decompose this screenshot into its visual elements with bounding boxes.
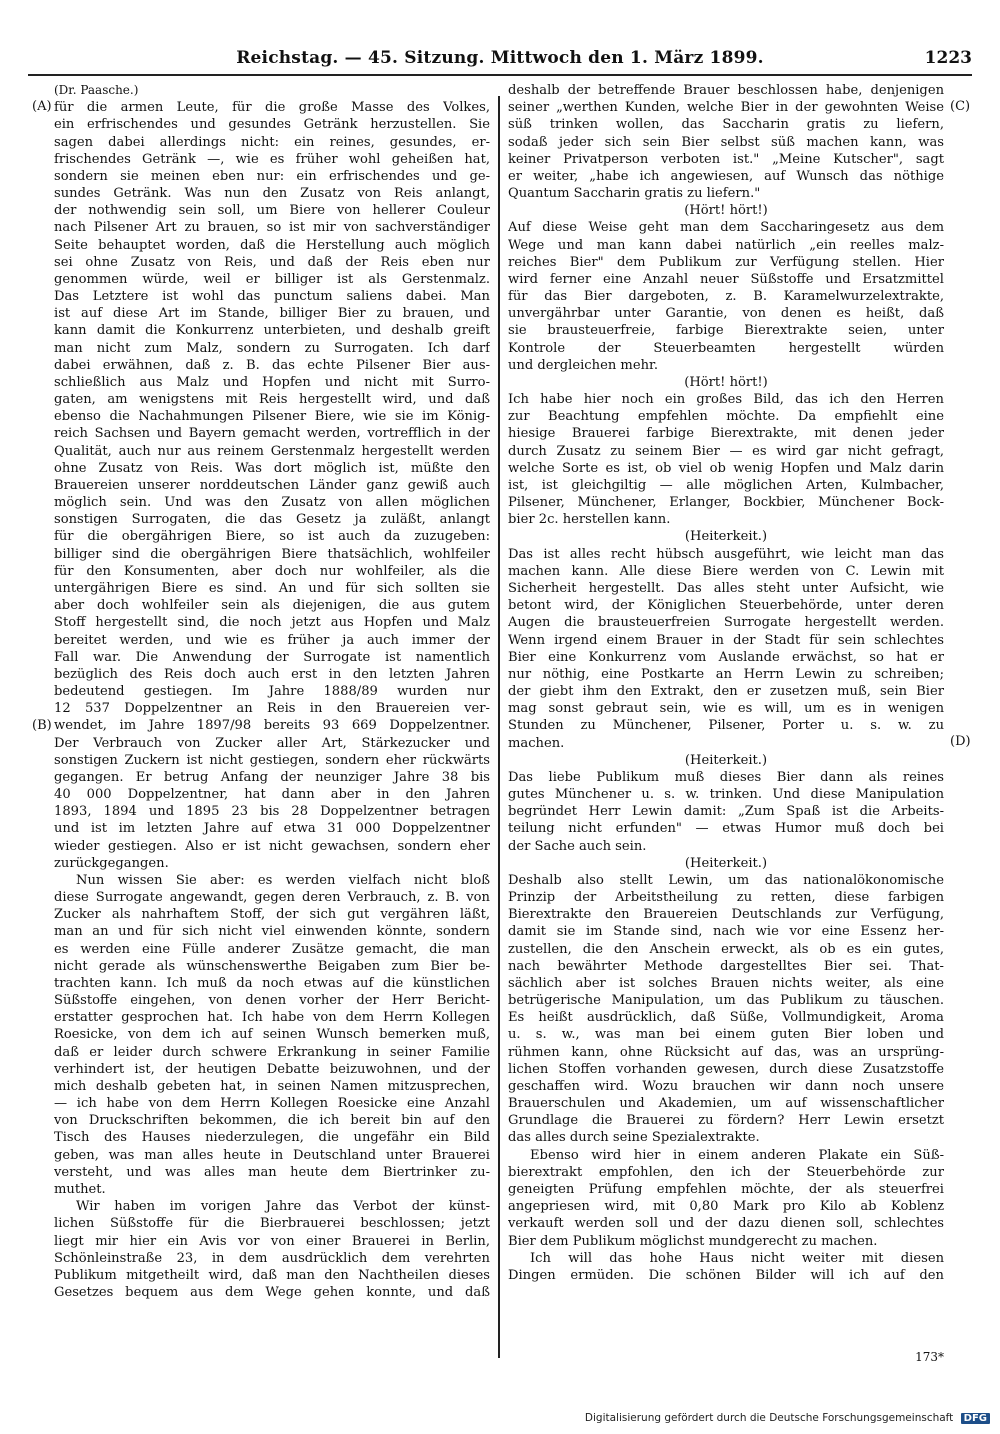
text-line: dabei erwähnen, daß z. B. das echte Pilsener Bier aus-	[54, 357, 490, 373]
text-line: seiner „werthen Kunden, welche Bier in der gewohnten Weise	[508, 100, 944, 116]
text-line: reiches Bier" dem Publikum zur Verfügung stellen. Hier	[508, 254, 944, 270]
text-line: Wir haben im vorigen Jahre das Verbot der künst-	[76, 1199, 490, 1215]
text-line: es werden eine Fülle anderer Zusätze gemacht, die man	[54, 941, 490, 957]
margin-marker-c: (C)	[950, 99, 971, 114]
text-line: 12 537 Doppelzentner an Reis in den Brauereien ver-	[54, 701, 490, 717]
text-line: betrügerische Manipulation, um das Publikum zu täuschen.	[508, 993, 944, 1009]
text-line: 40 000 Doppelzentner, hat dann aber in den Jahren	[54, 787, 490, 803]
text-line: für die obergährigen Biere, so ist auch da zuzugeben:	[54, 529, 490, 545]
text-line: Ebenso wird hier in einem anderen Plakate ein Süß-	[530, 1147, 944, 1163]
page-header	[28, 48, 972, 76]
text-line: von Druckschriften bekommen, die ich bereit bin auf den	[54, 1113, 490, 1129]
text-line: Brauerschulen und Akademien, um auf wissenschaftlicher	[508, 1096, 944, 1112]
text-line: Augen die brausteuerfreien Surrogate hergestellt werden.	[508, 615, 944, 631]
text-line: ist auf diese Art im Stande, billiger Bier zu brauen, und	[54, 306, 490, 322]
text-line: für die armen Leute, für die große Masse des Volkes,	[54, 100, 490, 116]
text-line: verhindert ist, der heutigen Debatte beizuwohnen, und der	[54, 1061, 490, 1077]
text-line: versteht, und was alles man heute dem Biertrinker zu-	[54, 1164, 490, 1180]
left-column	[54, 82, 490, 1372]
text-line: Gesetzes bequem aus dem Wege gehen konnte, und daß	[54, 1285, 490, 1301]
column-divider	[498, 96, 500, 1358]
text-line: Fall war. Die Anwendung der Surrogate ist namentlich	[54, 649, 490, 665]
text-line: für das Bier dargeboten, z. B. Karamelwurzelextrakte,	[508, 289, 944, 305]
dfg-logo: DFG	[961, 1413, 990, 1424]
text-line: teilung nicht erfunden" — etwas Humor muß doch bei	[508, 821, 944, 837]
text-line: sei ohne Zusatz von Reis, und daß der Reis eben nur	[54, 254, 490, 270]
text-line: verkauft werden soll und der dazu dienen soll, schlechtes	[508, 1216, 944, 1232]
text-line: Das liebe Publikum muß dieses Bier dann als reines	[508, 769, 944, 785]
text-line: Der Verbrauch von Zucker aller Art, Stärkezucker und	[54, 735, 490, 751]
text-line: mag sonst gebraut sein, wie es will, um es in wenigen	[508, 701, 944, 717]
text-line: ist, ist gleichgiltig — alle möglichen Arten, Kulmbacher,	[508, 477, 944, 493]
text-line: machen kann. Alle diese Biere werden von C. Lewin mit	[508, 563, 944, 579]
text-line: Prinzip der Arbeitstheilung zu retten, diese farbigen	[508, 890, 944, 906]
text-line: sonstigen Surrogaten, die das Gesetz ja zuläßt, anlangt	[54, 512, 490, 528]
text-line: sonstigen Zuckern ist nicht gestiegen, sondern eher rückwärts	[54, 752, 490, 768]
text-line: angepriesen wird, mit 0,80 Mark pro Kilo ab Koblenz	[508, 1199, 944, 1215]
text-line: süß trinken wollen, das Saccharin gratis zu liefern,	[508, 117, 944, 133]
text-line: reich Sachsen und Bayern gemacht werden, vortrefflich in der	[54, 426, 490, 442]
text-line: billiger sind die obergährigen Biere thatsächlich, wohlfeiler	[54, 546, 490, 562]
text-line: Es heißt ausdrücklich, daß Süße, Vollmundigkeit, Aroma	[508, 1010, 944, 1026]
text-line: er weiter, „habe ich angewiesen, auf Wunsch das nöthige	[508, 168, 944, 184]
text-line: Wenn irgend einem Brauer in der Stadt für sein schlechtes	[508, 632, 944, 648]
text-line: nach Pilsener Art zu brauen, so ist mir von sachverständiger	[54, 220, 490, 236]
text-line: gutes Münchener u. s. w. trinken. Und diese Manipulation	[508, 787, 944, 803]
text-line: ein erfrischendes und gesundes Getränk herzustellen. Sie	[54, 117, 490, 133]
text-line: wendet, im Jahre 1897/98 bereits 93 669 Doppelzentner.	[54, 718, 490, 734]
text-line: sächlich aber ist solches Brauen nichts weiter, als eine	[508, 975, 944, 991]
margin-marker-d: (D)	[950, 734, 971, 749]
text-line: zurückgegangen.	[54, 855, 169, 871]
text-line: bedeutend gestiegen. Im Jahre 1888/89 wurden nur	[54, 684, 490, 700]
header-title: Reichstag. — 45. Sitzung. Mittwoch den 1. März 1899.	[236, 48, 764, 68]
text-line: Deshalb also stellt Lewin, um das nationalökonomische	[508, 872, 944, 888]
text-line: Roesicke, von dem ich auf seinen Wunsch bemerken muß,	[54, 1027, 490, 1043]
text-line: man nicht zum Malz, sondern zu Surrogaten. Ich darf	[54, 340, 490, 356]
text-line: mich deshalb gebeten hat, in seinen Namen mitzusprechen,	[54, 1078, 490, 1094]
margin-marker-a: (A)	[32, 99, 52, 114]
text-line: bezüglich des Reis doch auch erst in den letzten Jahren	[54, 666, 490, 682]
text-line: das alles durch seine Spezialextrakte.	[508, 1130, 760, 1146]
text-line: Wege und man kann dabei natürlich „ein reelles malz-	[508, 237, 944, 253]
text-line: hiesige Brauerei farbige Bierextrakte, mit denen jeder	[508, 426, 944, 442]
text-line: 1893, 1894 und 1895 23 bis 28 Doppelzentner betragen	[54, 804, 490, 820]
text-line: der nothwendig sein soll, um Biere von hellerer Couleur	[54, 203, 490, 219]
text-line: u. s. w., was man bei einem guten Bier loben und	[508, 1027, 944, 1043]
text-line: und dergleichen mehr.	[508, 357, 658, 373]
text-line: wird ferner eine Anzahl neuer Süßstoffe und Ersatzmittel	[508, 271, 944, 287]
text-line: (Hört! hört!)	[684, 203, 768, 219]
text-line: für den Konsumenten, aber doch nur wohlfeiler, als die	[54, 563, 490, 579]
text-line: kann damit die Konkurrenz unterbieten, und deshalb greift	[54, 323, 490, 339]
text-line: frischendes Getränk —, wie es früher wohl geheißen hat,	[54, 151, 490, 167]
text-line: — ich habe von dem Herrn Kollegen Roesicke eine Anzahl	[54, 1096, 490, 1112]
text-line: möglich sein. Und was den Zusatz von allen möglichen	[54, 495, 490, 511]
text-line: damit sie im Stande sind, nach wie vor eine Essenz her-	[508, 924, 944, 940]
right-column	[508, 82, 944, 1372]
text-line: durch Zusatz zu seinem Bier — es wird gar nicht gefragt,	[508, 443, 944, 459]
text-line: und ist im letzten Jahre auf etwa 31 000 Doppelzentner	[54, 821, 490, 837]
text-line: unvergährbar unter Garantie, von denen es heißt, daß	[508, 306, 944, 322]
text-line: geneigten Prüfung empfehlen möchte, der als steuerfrei	[508, 1182, 944, 1197]
text-line: geschaffen wird. Wozu brauchen wir dann noch unsere	[508, 1078, 944, 1094]
text-line: Grundlage die Brauerei zu fördern? Herr Lewin ersetzt	[508, 1113, 944, 1129]
text-line: Sicherheit hergestellt. Das alles steht unter Aufsicht, wie	[508, 580, 944, 596]
text-line: Stunden zu Münchener, Pilsener, Porter u. s. w. zu	[508, 718, 944, 734]
text-line: Ich will das hohe Haus nicht weiter mit diesen	[530, 1250, 944, 1266]
text-line: sundes Getränk. Was nun den Zusatz von Reis anlangt,	[54, 186, 490, 202]
text-line: Stoff hergestellt sind, die noch jetzt aus Hopfen und Malz	[54, 615, 490, 631]
text-line: aber doch wohlfeiler sein als diejenigen, die aus gutem	[54, 598, 490, 614]
text-line: welche Sorte es ist, ob viel ob wenig Hopfen und Malz darin	[508, 460, 944, 476]
text-line: geben, was man alles heute in Deutschland unter Brauerei	[54, 1147, 490, 1163]
text-line: bereitet werden, und wie es früher ja auch immer der	[54, 632, 490, 648]
text-line: ohne Zusatz von Reis. Was dort möglich ist, müßte den	[54, 460, 490, 476]
text-line: Nun wissen Sie aber: es werden vielfach nicht bloß	[76, 872, 490, 888]
text-line: (Hört! hört!)	[684, 374, 768, 390]
text-line: Qualität, auch nur aus reinem Gerstenmalz hergestellt werden	[54, 443, 490, 459]
text-line: sondern sie meinen eben nur: ein erfrischendes und ge-	[54, 168, 490, 184]
text-line: erstatter gesprochen hat. Ich habe von dem Herrn Kollegen	[54, 1010, 490, 1026]
text-line: rühmen kann, ohne Rücksicht auf das, was an ursprüng-	[508, 1044, 944, 1060]
text-line: (Dr. Paasche.)	[54, 83, 139, 97]
text-line: Publikum mitgetheilt wird, daß man den Nachtheilen dieses	[54, 1267, 490, 1283]
text-line: untergährigen Biere es sind. An und für sich sollten sie	[54, 580, 490, 596]
text-line: lichen Süßstoffe für die Bierbrauerei beschlossen; jetzt	[54, 1216, 490, 1232]
text-line: betont wird, der Königlichen Steuerbehörde, unter deren	[508, 598, 944, 614]
text-line: (Heiterkeit.)	[684, 529, 768, 545]
text-line: Zucker als nahrhaftem Stoff, der sich gut vergähren läßt,	[54, 907, 490, 923]
text-line: Bier dem Publikum möglichst mundgerecht zu machen.	[508, 1233, 878, 1249]
text-line: Seite behauptet worden, daß die Herstellung auch möglich	[54, 237, 490, 253]
text-line: Quantum Saccharin gratis zu liefern."	[508, 186, 761, 202]
text-line: Tisch des Hauses niederzulegen, die ungefähr ein Bild	[54, 1130, 490, 1146]
signature-mark: 173*	[915, 1350, 944, 1364]
text-line: man an und für sich nicht viel einwenden könnte, sondern	[54, 924, 490, 940]
text-line: nur nöthig, eine Postkarte an Herrn Lewin zu schreiben;	[508, 666, 944, 682]
text-line: liegt mir hier ein Avis vor von einer Brauerei in Berlin,	[54, 1233, 490, 1249]
text-line: Süßstoffe eingehen, von denen vorher der Herr Bericht-	[54, 993, 490, 1009]
text-line: Schönleinstraße 23, in dem ausdrücklich dem verehrten	[54, 1250, 490, 1266]
margin-marker-b: (B)	[32, 718, 52, 733]
text-line: nach bewährter Methode dargestelltes Bier sei. That-	[508, 958, 944, 974]
text-line: begründet Herr Lewin damit: „Zum Spaß ist die Arbeits-	[508, 804, 944, 820]
text-line: Ich habe hier noch ein großes Bild, das ich den Herren	[508, 392, 944, 408]
text-line: Bier eine Konkurrenz vom Auslande erwächst, so hat er	[508, 649, 944, 665]
text-line: ebenso die Nachahmungen Pilsener Biere, wie sie im König-	[54, 409, 490, 425]
text-line: zur Beachtung empfehlen möchte. Da empfiehlt eine	[508, 409, 944, 425]
digitization-credit	[585, 1412, 990, 1424]
text-line: trachten kann. Ich muß da noch etwas auf die künstlichen	[54, 975, 490, 991]
text-line: sodaß jeder sich sein Bier selbst süß machen kann, was	[508, 134, 944, 150]
text-line: daß er leider durch schwere Erkrankung in seiner Familie	[54, 1044, 490, 1060]
text-line: diese Surrogate angewandt, gegen deren Verbrauch, z. B. von	[54, 890, 490, 906]
text-line: der giebt ihm den Extrakt, den er zusetzen muß, sein Bier	[508, 684, 944, 700]
text-line: (Heiterkeit.)	[684, 752, 768, 768]
text-line: Dingen ermüden. Die schönen Bilder will ich auf den	[508, 1267, 944, 1283]
text-line: lichen Stoffen vorhanden gewesen, durch diese Zusatzstoffe	[508, 1061, 944, 1077]
text-line: der Sache auch sein.	[508, 838, 647, 854]
text-line: bier 2c. herstellen kann.	[508, 512, 671, 528]
text-line: Auf diese Weise geht man dem Saccharingesetz aus dem	[508, 220, 944, 236]
text-line: wieder gestiegen. Also er ist nicht gewachsen, sondern eher	[54, 838, 490, 854]
text-line: deshalb der betreffende Brauer beschlossen habe, denjenigen	[508, 83, 944, 98]
text-line: nicht gerade als wünschenswerthe Beigaben zum Bier be-	[54, 958, 490, 974]
text-line: Pilsener, Münchener, Erlanger, Bockbier, Münchener Bock-	[508, 495, 944, 511]
text-line: genommen würde, weil er billiger ist als Gerstenmalz.	[54, 271, 490, 287]
text-line: (Heiterkeit.)	[684, 855, 768, 871]
text-line: bierextrakt empfohlen, den ich der Steuerbehörde zur	[508, 1164, 944, 1180]
page-number: 1223	[924, 48, 972, 68]
text-line: schließlich aus Malz und Hopfen und nicht mit Surro-	[54, 374, 490, 390]
text-line: keiner Privatperson verboten ist." „Meine Kutscher", sagt	[508, 151, 944, 167]
text-line: sagen dabei allerdings nicht: ein reines, gesundes, er-	[54, 134, 490, 150]
text-line: Das Letztere ist wohl das punctum saliens dabei. Man	[54, 289, 490, 305]
text-line: zustellen, die den Anschein erweckt, als ob es ein gutes,	[508, 941, 944, 957]
text-line: Brauereien unserer norddeutschen Länder ganz gewiß auch	[54, 477, 490, 493]
text-line: Bierextrakte den Brauereien Deutschlands zur Verfügung,	[508, 907, 944, 923]
text-line: machen.	[508, 735, 565, 751]
credit-text: Digitalisierung gefördert durch die Deutsche Forschungsgemeinschaft	[584, 1412, 954, 1424]
text-line: Kontrole der Steuerbeamten hergestellt würden	[508, 340, 944, 356]
text-line: gegangen. Er betrug Anfang der neunziger Jahre 38 bis	[54, 769, 490, 785]
text-line: sie brausteuerfreie, farbige Bierextrakte seien, unter	[508, 323, 944, 339]
text-line: muthet.	[54, 1182, 106, 1197]
text-line: Das ist alles recht hübsch ausgeführt, wie leicht man das	[508, 546, 944, 562]
text-line: gaten, am wenigstens mit Reis hergestellt wird, und daß	[54, 392, 490, 408]
